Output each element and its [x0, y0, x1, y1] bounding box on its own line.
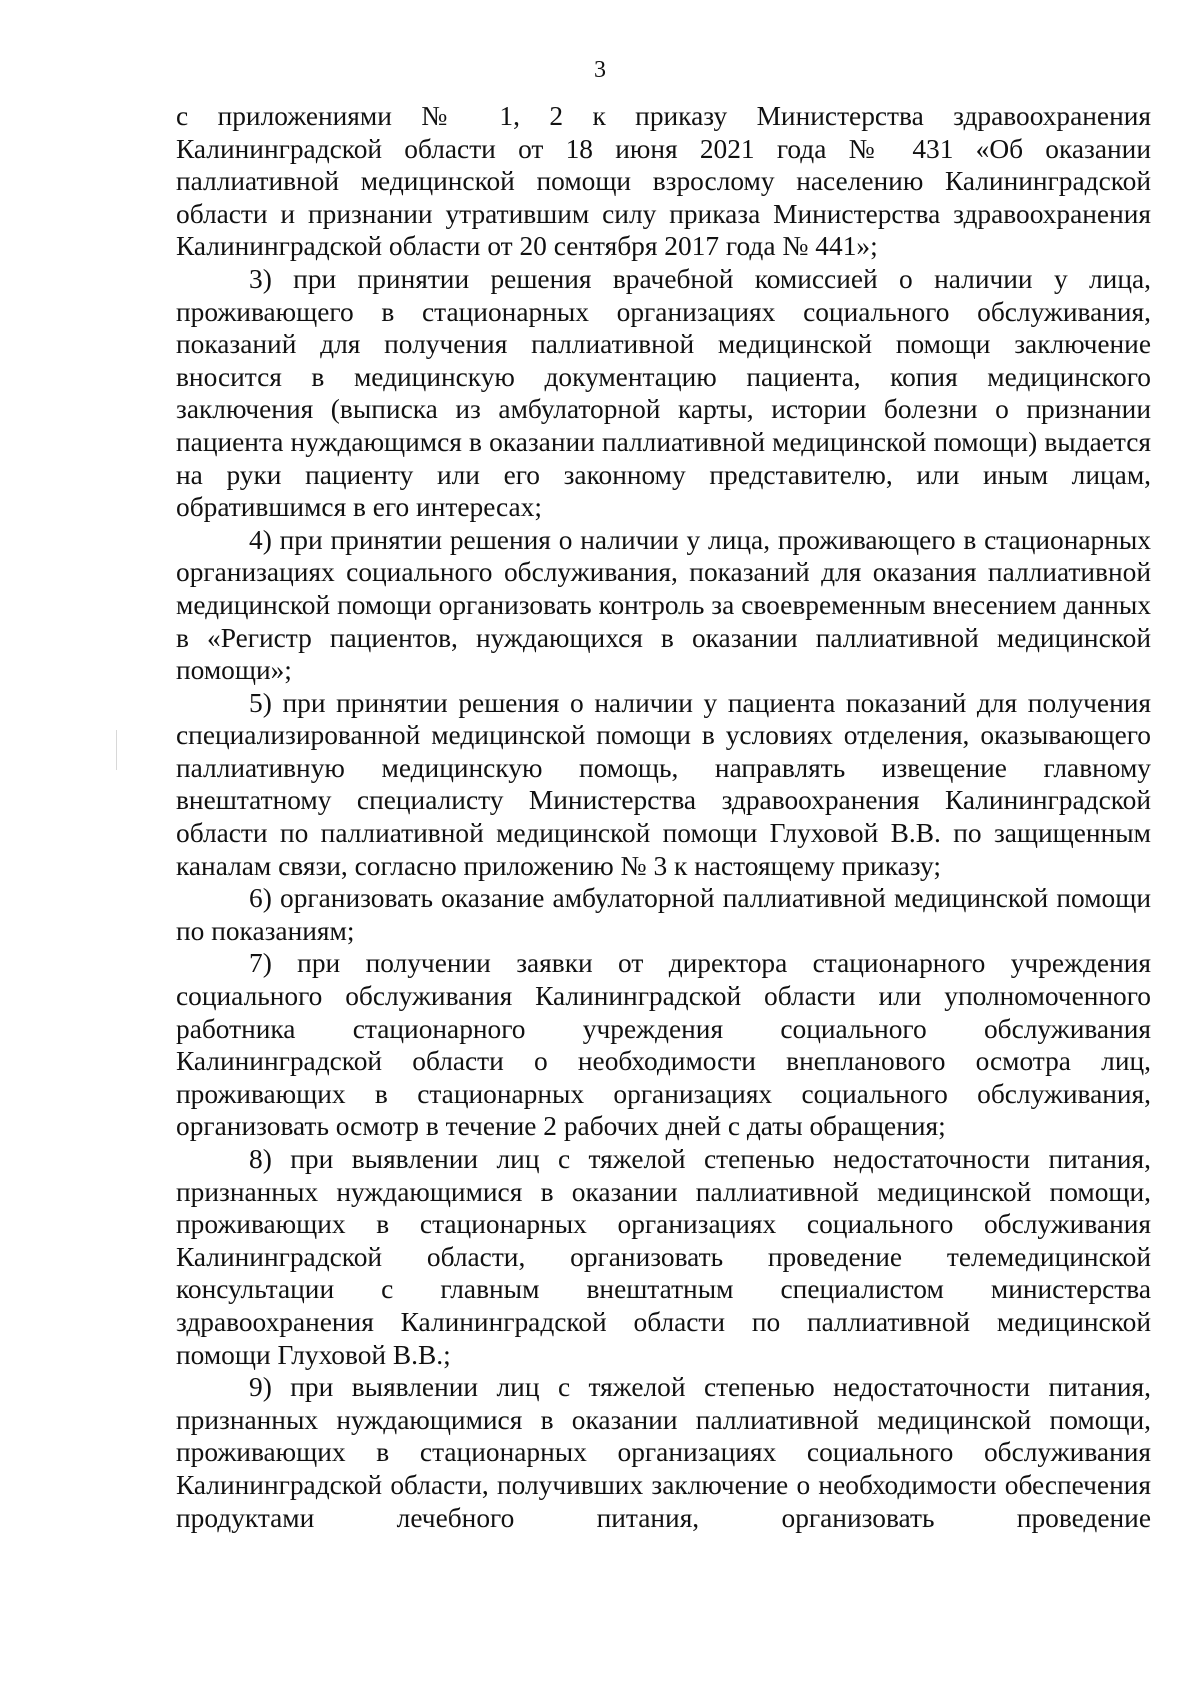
paragraph-item-5: 5) при принятии решения о наличии у пациента показаний для получения специализированной медицинской помощи в условиях отделения, оказывающего паллиативную медицинскую помощь, направлять извещение главному внештатному специалисту Министерства здравоохранения Калининградской области по паллиативной медицинской помощи Глуховой В.В. по защищенным каналам связи, согласно приложению № 3 к настоящему приказу;	[176, 687, 1151, 881]
paragraph-item-6: 6) организовать оказание амбулаторной паллиативной медицинской помощи по показаниям;	[176, 883, 1151, 946]
paragraph-continuation: с приложениями № 1, 2 к приказу Министерства здравоохранения Калининградской области от 18 июня 2021 года № 431 «Об оказании паллиативной медицинской помощи взрослому населению Калининградской области и признании утратившим силу приказа Министерства здравоохранения Калининградской области от 20 сентября 2017 года № 441»;	[176, 101, 1151, 262]
paragraph-item-8: 8) при выявлении лиц с тяжелой степенью недостаточности питания, признанных нуждающимися в оказании паллиативной медицинской помощи, проживающих в стационарных организациях социального обслуживания Калининградской области, организовать проведение телемедицинской консультации с главным внештатным специалистом министерства здравоохранения Калининградской области по паллиативной медицинской помощи Глуховой В.В.;	[176, 1144, 1151, 1370]
page-number: 3	[594, 57, 606, 83]
document-body	[176, 100, 1151, 1534]
paragraph-item-7: 7) при получении заявки от директора стационарного учреждения социального обслуживания Калининградской области или уполномоченного работника стационарного учреждения социального обслуживания Калининградской области о необходимости внепланового осмотра лиц, проживающих в стационарных организациях социального обслуживания, организовать осмотр в течение 2 рабочих дней с даты обращения;	[176, 948, 1151, 1142]
paragraph-item-3: 3) при принятии решения врачебной комиссией о наличии у лица, проживающего в стационарных организациях социального обслуживания, показаний для получения паллиативной медицинской помощи заключение вносится в медицинскую документацию пациента, копия медицинского заключения (выписка из амбулаторной карты, истории болезни о признании пациента нуждающимся в оказании паллиативной медицинской помощи) выдается на руки пациенту или его законному представителю, или иным лицам, обратившимся в его интересах;	[176, 263, 1151, 523]
paragraph-item-9: 9) при выявлении лиц с тяжелой степенью недостаточности питания, признанных нуждающимися в оказании паллиативной медицинской помощи, проживающих в стационарных организациях социального обслуживания Калининградской области, получивших заключение о необходимости обеспечения продуктами лечебного питания, организовать проведение	[176, 1372, 1151, 1533]
paragraph-item-4: 4) при принятии решения о наличии у лица, проживающего в стационарных организациях социального обслуживания, показаний для оказания паллиативной медицинской помощи организовать контроль за своевременным внесением данных в «Регистр пациентов, нуждающихся в оказании паллиативной медицинской помощи»;	[176, 524, 1151, 686]
scan-margin-mark	[116, 730, 117, 770]
